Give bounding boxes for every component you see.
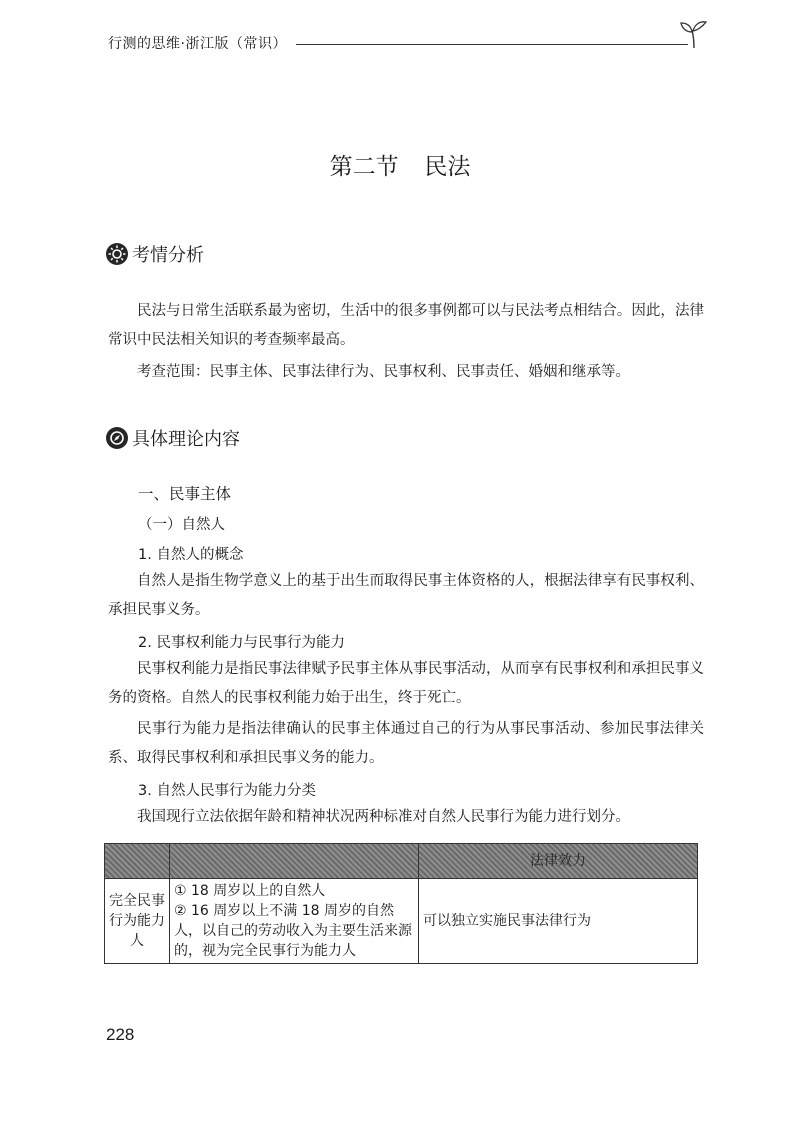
item1-title: 1. 自然人的概念 bbox=[138, 547, 244, 563]
page-number: 228 bbox=[106, 1025, 135, 1044]
theory-heading-text: 具体理论内容 bbox=[132, 429, 240, 450]
sun-icon bbox=[106, 243, 128, 265]
exam-analysis-paragraph-2: 考查范围：民事主体、民事法律行为、民事权利、民事责任、婚姻和继承等。 bbox=[137, 364, 630, 380]
table-row bbox=[105, 879, 698, 964]
table-header-cell bbox=[170, 844, 419, 879]
table-header-row bbox=[105, 844, 698, 879]
item3-text: 我国现行立法依据年龄和精神状况两种标准对自然人民事行为能力进行划分。 bbox=[137, 809, 630, 825]
condition-1: ① 18 周岁以上的自然人 bbox=[174, 883, 326, 899]
item1-text: 自然人是指生物学意义上的基于出生而取得民事主体资格的人，根据法律享有民事权利、承担民事义务。 bbox=[108, 573, 704, 618]
category-cell: 完全民事行为能力人 bbox=[105, 879, 170, 964]
item3-title: 3. 自然人民事行为能力分类 bbox=[138, 783, 316, 799]
condition-2: ② 16 周岁以上不满 18 周岁的自然人，以自己的劳动收入为主要生活来源的，视为完全民事行为能力人 bbox=[174, 903, 412, 959]
theory-heading bbox=[106, 425, 240, 451]
compass-icon bbox=[106, 427, 128, 449]
table-header-cell bbox=[105, 844, 170, 879]
sprout-icon bbox=[678, 20, 710, 50]
item2-title: 2. 民事权利能力与民事行为能力 bbox=[138, 635, 345, 651]
exam-analysis-heading-text: 考情分析 bbox=[132, 245, 204, 266]
header-divider bbox=[296, 44, 688, 45]
condition-cell bbox=[170, 879, 419, 964]
level2-heading: （一）自然人 bbox=[138, 517, 225, 533]
exam-analysis-paragraph-1: 民法与日常生活联系最为密切，生活中的很多事例都可以与民法考点相结合。因此，法律常识中民法相关知识的考查频率最高。 bbox=[108, 303, 704, 348]
effect-cell: 可以独立实施民事法律行为 bbox=[419, 879, 698, 964]
table-header-cell: 法律效力 bbox=[419, 844, 698, 879]
level1-heading: 一、民事主体 bbox=[138, 485, 232, 503]
exam-analysis-heading bbox=[106, 241, 204, 267]
section-title: 第二节 民法 bbox=[329, 154, 471, 180]
running-header-title: 行测的思维·浙江版（常识） bbox=[108, 36, 287, 52]
item2-text-a: 民事权利能力是指民事法律赋予民事主体从事民事活动，从而享有民事权利和承担民事义务的资格。自然人的民事权利能力始于出生，终于死亡。 bbox=[108, 661, 704, 706]
capacity-table bbox=[104, 843, 698, 964]
item2-text-b: 民事行为能力是指法律确认的民事主体通过自己的行为从事民事活动、参加民事法律关系、取得民事权利和承担民事义务的能力。 bbox=[108, 721, 704, 766]
